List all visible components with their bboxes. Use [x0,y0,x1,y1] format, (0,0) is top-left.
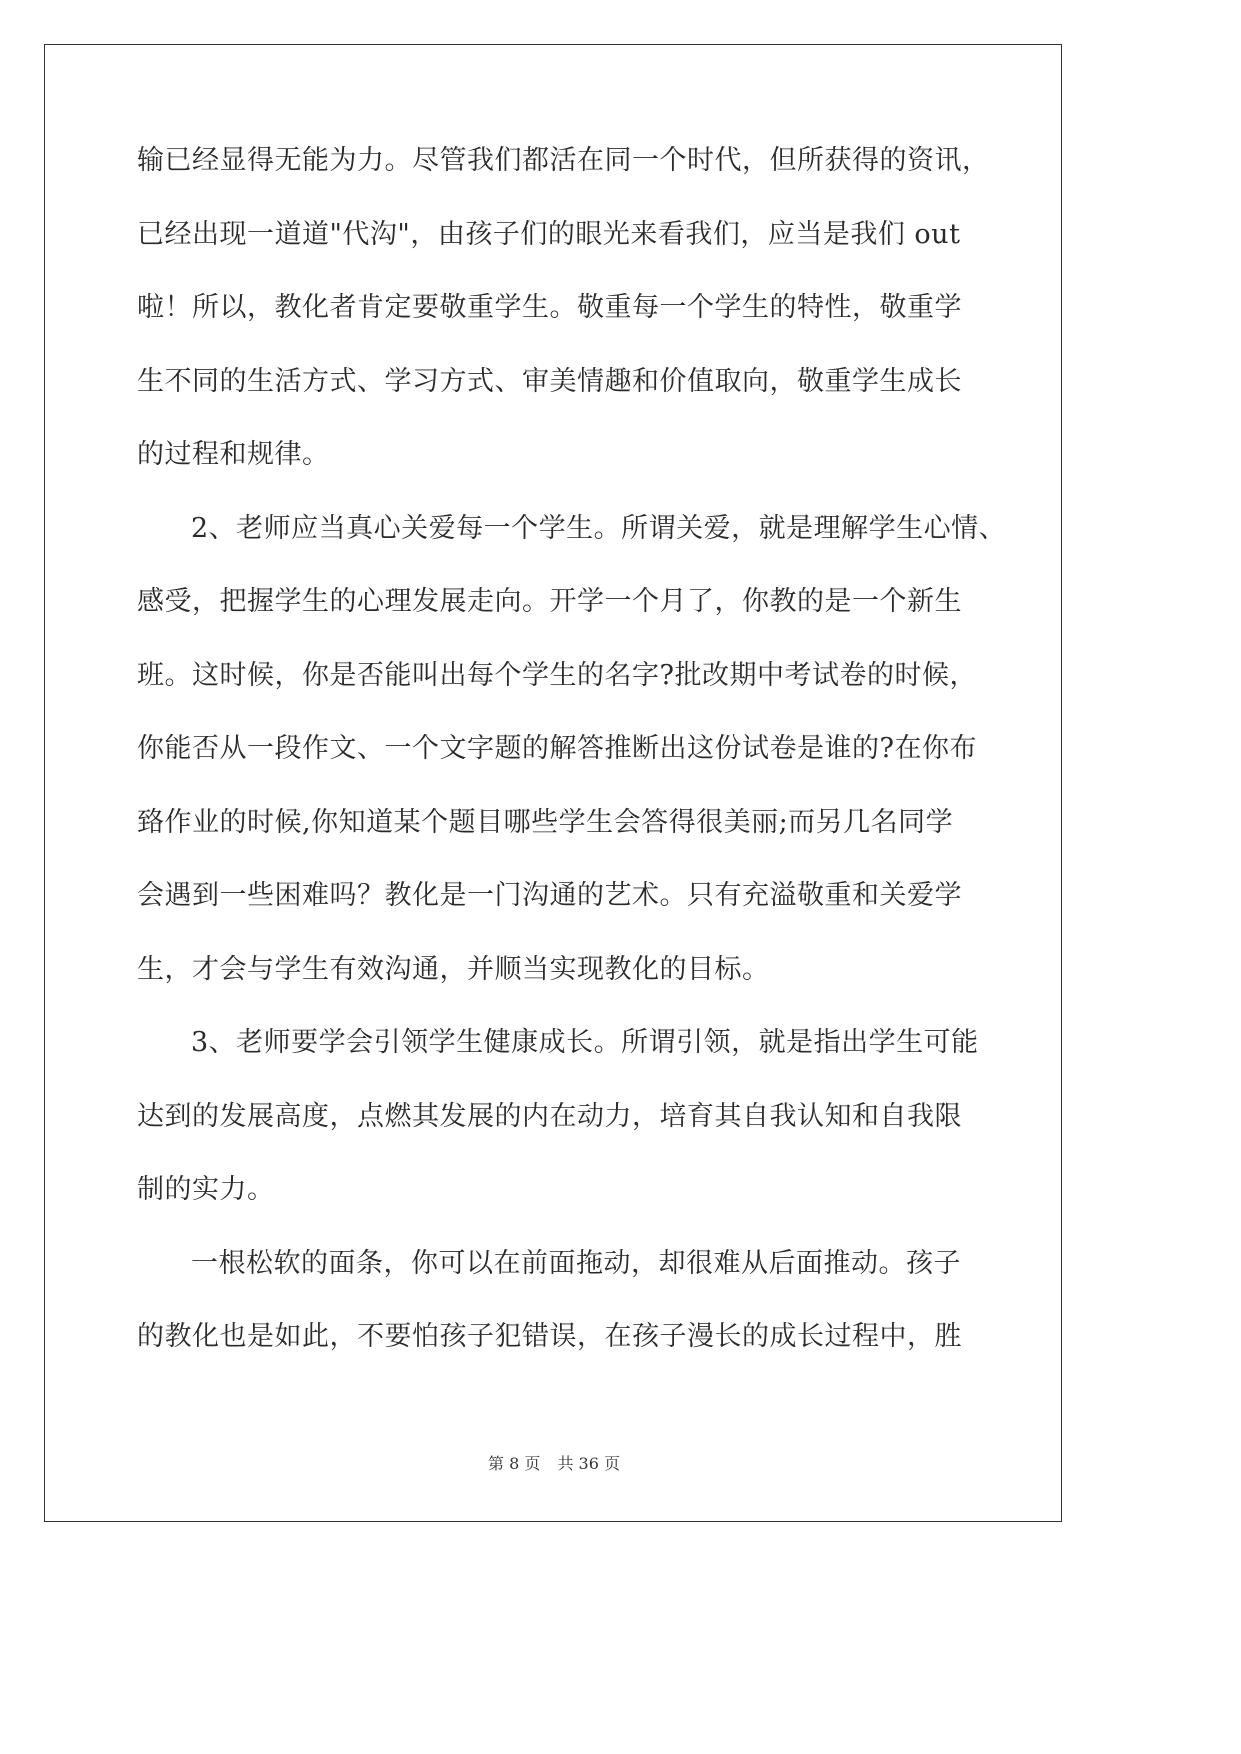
document-body [137,136,1007,1386]
text-line: 的过程和规律。 [137,439,330,470]
text-line: 生不同的生活方式、学习方式、审美情趣和价值取向，敬重学生成长 [137,365,962,397]
text-line: 班。这时候，你是否能叫出每个学生的名字?批改期中考试卷的时候， [137,659,977,691]
text-line: 生，才会与学生有效沟通，并顺当实现教化的目标。 [137,953,770,985]
text-line: 啦！所以，教化者肯定要敬重学生。敬重每一个学生的特性，敬重学 [137,292,962,323]
paragraph-start-line: 2、老师应当真心关爱每一个学生。所谓关爱，就是理解学生心情、 [191,512,1007,544]
text-line: 感受，把握学生的心理发展走向。开学一个月了，你教的是一个新生 [137,586,962,617]
text-line: 达到的发展高度，点燃其发展的内在动力，培育其自我认知和自我限 [137,1100,962,1132]
text-line: 的教化也是如此，不要怕孩子犯错误，在孩子漫长的成长过程中，胜 [137,1321,962,1352]
text-line: 已经出现一道道"代沟"，由孩子们的眼光来看我们，应当是我们 out [137,218,961,250]
paragraph-start-line: 3、老师要学会引领学生健康成长。所谓引领，就是指出学生可能 [191,1027,979,1058]
page-footer [0,1451,1108,1474]
text-line: 会遇到一些困难吗？教化是一门沟通的艺术。只有充溢敬重和关爱学 [137,880,962,911]
text-line: 臵作业的时候,你知道某个题目哪些学生会答得很美丽;而另几名同学 [137,806,954,838]
page-number: 第 8 页 [488,1454,541,1473]
paragraph-start-line: 一根松软的面条，你可以在前面拖动，却很难从后面推动。孩子 [191,1247,961,1279]
text-line: 输已经显得无能为力。尽管我们都活在同一个时代，但所获得的资讯， [137,145,990,176]
page-total: 共 36 页 [557,1454,620,1473]
text-line: 你能否从一段作文、一个文字题的解答推断出这份试卷是谁的?在你布 [137,733,977,764]
text-line: 制的实力。 [137,1174,275,1205]
